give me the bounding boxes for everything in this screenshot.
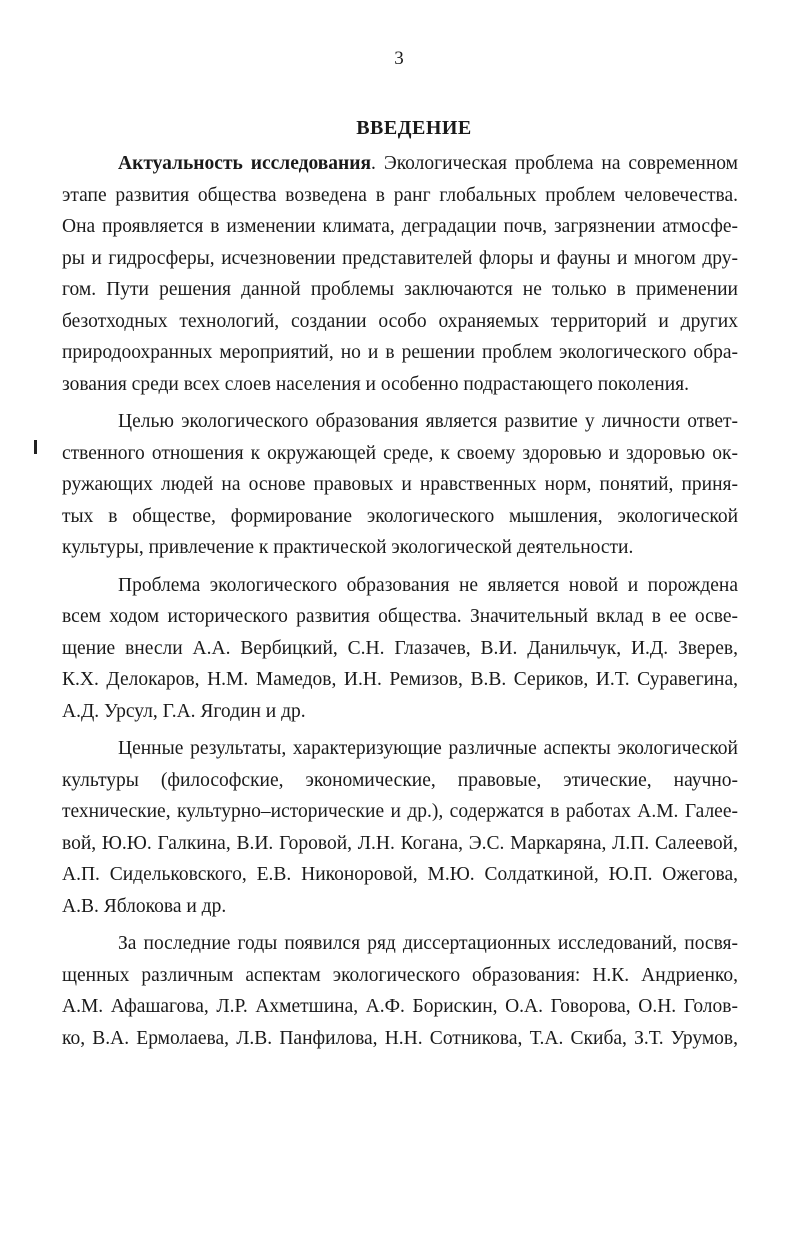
text-line: этапе развития общества возведена в ранг глобальных проблем человечества.	[62, 184, 738, 206]
text-line: безотходных технологий, создании особо охраняемых территорий и других	[62, 310, 738, 332]
text-line: А.В. Яблокова и др.	[62, 895, 227, 917]
paragraph-dissertations	[62, 928, 738, 1054]
paragraph-goal	[62, 406, 738, 564]
text-line: культуры, привлечение к практической экологической деятельности.	[62, 537, 634, 558]
text-line: Целью экологического образования является развитие у личности ответ-	[118, 411, 738, 432]
relevance-label: Актуальность исследования	[118, 153, 372, 174]
text-line: щенных различным аспектам экологического образования: Н.К. Андриенко,	[62, 964, 738, 986]
text-line: гом. Пути решения данной проблемы заключаются не только в применении	[62, 279, 738, 300]
text-line: Ценные результаты, характеризующие различные аспекты экологической	[118, 738, 738, 759]
text-line: Проблема экологического образования не является новой и порождена	[118, 574, 738, 596]
text-line: зования среди всех слоев населения и особенно подрастающего поколения.	[62, 373, 689, 395]
paragraph-results	[62, 733, 738, 922]
text-line: всем ходом исторического развития общества. Значительный вклад в ее осве-	[62, 606, 738, 627]
paragraph-problem	[62, 570, 738, 728]
text-line: культуры (философские, экономические, правовые, этические, научно-	[62, 769, 738, 791]
text-line: Она проявляется в изменении климата, деградации почв, загрязнении атмосфе-	[62, 216, 738, 237]
text-line: Актуальность исследования. Экологическая проблема на современном	[118, 153, 738, 174]
text-line: ружающих людей на основе правовых и нравственных норм, понятий, приня-	[62, 474, 738, 495]
text-line: тых в обществе, формирование экологического мышления, экологической	[62, 505, 738, 527]
section-heading: ВВЕДЕНИЕ	[356, 117, 472, 139]
text-line: щение внесли А.А. Вербицкий, С.Н. Глазачев, В.И. Данильчук, И.Д. Зверев,	[62, 637, 738, 659]
text-line: технические, культурно–исторические и др.), содержатся в работах А.М. Галее-	[62, 801, 738, 822]
text-line: ко, В.А. Ермолаева, Л.В. Панфилова, Н.Н. Сотникова, Т.А. Скиба, З.Т. Урумов,	[62, 1027, 738, 1049]
margin-mark	[34, 440, 37, 454]
body-text	[62, 148, 738, 1054]
text-line: К.Х. Делокаров, Н.М. Мамедов, И.Н. Ремизов, В.В. Сериков, И.Т. Суравегина,	[62, 669, 738, 690]
text-line: ственного отношения к окружающей среде, к своему здоровью и здоровью ок-	[62, 442, 738, 464]
text-line: А.М. Афашагова, Л.Р. Ахметшина, А.Ф. Борискин, О.А. Говорова, О.Н. Голов-	[62, 996, 738, 1017]
text-line: природоохранных мероприятий, но и в решении проблем экологического обра-	[62, 342, 738, 363]
text-line: А.П. Сидельковского, Е.В. Никоноровой, М.Ю. Солдаткиной, Ю.П. Ожегова,	[62, 864, 738, 885]
text-line: вой, Ю.Ю. Галкина, В.И. Горовой, Л.Н. Когана, Э.С. Маркаряна, Л.П. Салеевой,	[62, 832, 738, 854]
paragraph-relevance	[62, 148, 738, 400]
page-number: 3	[394, 48, 404, 69]
text-line: ры и гидросферы, исчезновении представителей флоры и фауны и многом дру-	[62, 247, 738, 269]
text-line: За последние годы появился ряд диссертационных исследований, посвя-	[118, 933, 738, 954]
text-line: А.Д. Урсул, Г.А. Ягодин и др.	[62, 700, 306, 722]
